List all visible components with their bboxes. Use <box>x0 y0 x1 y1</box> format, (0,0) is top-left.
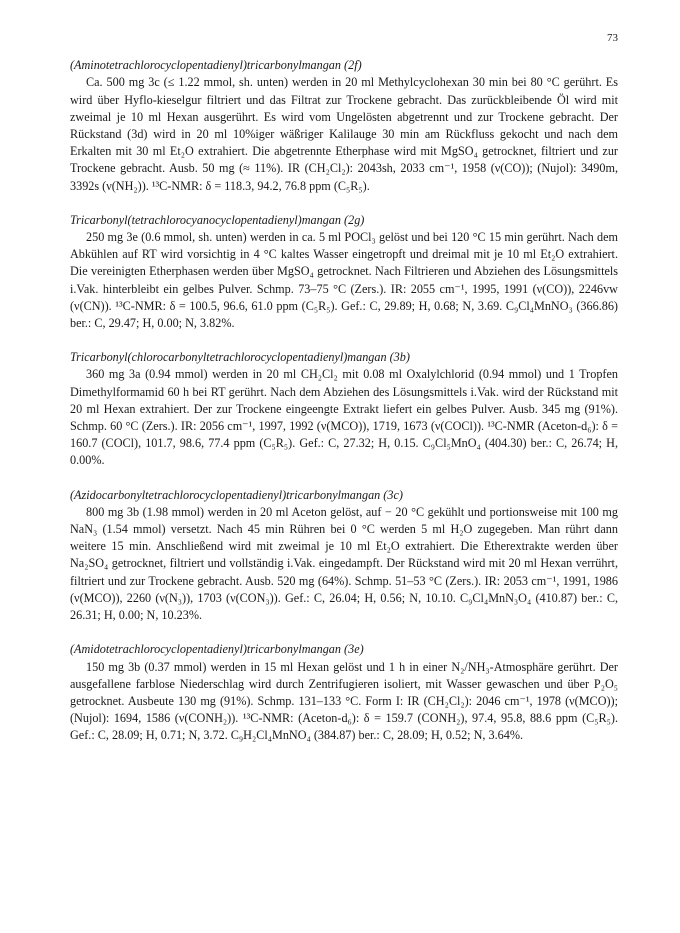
section-aminotetrachloro <box>70 57 618 195</box>
section-chlorocarbonyl <box>70 349 618 469</box>
section-body: Ca. 500 mg 3c (≤ 1.22 mmol, sh. unten) werden in 20 ml Methylcyclohexan 30 min bei 80 °C gerührt. Es wird über Hyflo-kieselgur filtriert und das Filtrat zur Trockene gebracht. Das zurückbleibende Öl wird mit zweimal je 10 ml Hexan ausgerührt. Es wird vom Ungelösten abgetrennt und zur Trockene gebracht. Der Rückstand (3d) wird in 20 ml 10%iger wäßriger Kalilauge 30 min am Rückfluss gekocht und nach dem Erkalten mit 30 ml Et₂O extrahiert. Die abgetrennte Etherphase wird mit MgSO₄ getrocknet, filtriert und zur Trockene gebracht. Ausb. 50 mg (≈ 11%). IR (CH₂Cl₂): 2043sh, 2033 cm⁻¹, 1958 (ν(CO)); (Nujol): 3490m, 3392s (ν(NH₂)). ¹³C-NMR: δ = 118.3, 94.2, 76.8 ppm (C₅R₅). <box>70 75 618 193</box>
section-body: 360 mg 3a (0.94 mmol) werden in 20 ml CH₂Cl₂ mit 0.08 ml Oxalylchlorid (0.94 mmol) und 1 Tropfen Dimethylformamid 60 h bei RT gerührt. Nach dem Abziehen des Lösungsmittels i.Vak. wird der Rückstand mit 20 ml Hexan extrahiert. Der zur Trockene eingeengte Extrakt liefert ein gelbes Pulver. Ausb. 345 mg (91%). Schmp. 60 °C (Zers.). IR: 2056 cm⁻¹, 1997, 1992 (ν(MCO)), 1719, 1673 (ν(COCl)). ¹³C-NMR (Aceton-d₆): δ = 160.7 (COCl), 101.7, 98.6, 77.4 ppm (C₅R₅). Gef.: C, 27.32; H, 0.15. C₉Cl₅MnO₄ (404.30) ber.: C, 26.74; H, 0.00%. <box>70 367 618 468</box>
section-heading: (Aminotetrachlorocyclopentadienyl)tricarbonylmangan (2f) <box>70 58 362 73</box>
section-body: 150 mg 3b (0.37 mmol) werden in 15 ml Hexan gelöst und 1 h in einer N₂/NH₃-Atmosphäre gerührt. Der ausgefallene farblose Niederschlag wird durch Zentrifugieren isoliert, mit Wasser gewaschen und über P₂O₅ getrocknet. Ausbeute 130 mg (91%). Schmp. 131–133 °C. Form I: IR (CH₂Cl₂): 2046 cm⁻¹, 1978 (ν(MCO)); (Nujol): 1694, 1586 (ν(CONH₂)). ¹³C-NMR: (Aceton-d₆): δ = 159.7 (CONH₂), 97.4, 95.8, 88.6 ppm (C₅R₅). Gef.: C, 28.09; H, 0.71; N, 3.72. C₉H₂Cl₄MnNO₄ (384.87) ber.: C, 28.09; H, 0.52; N, 3.64%. <box>70 659 618 743</box>
section-amidotetrachloro <box>70 641 618 744</box>
section-tetrachlorocyano <box>70 212 618 332</box>
section-heading: Tricarbonyl(chlorocarbonyltetrachlorocyclopentadienyl)mangan (3b) <box>70 350 410 365</box>
section-heading: Tricarbonyl(tetrachlorocyanocyclopentadienyl)mangan (2g) <box>70 212 365 227</box>
document-page <box>70 30 618 762</box>
section-heading: (Azidocarbonyltetrachlorocyclopentadienyl)tricarbonylmangan (3c) <box>70 487 403 502</box>
page-number: 73 <box>607 32 618 44</box>
section-heading: (Amidotetrachlorocyclopentadienyl)tricarbonylmangan (3e) <box>70 642 364 657</box>
section-body: 800 mg 3b (1.98 mmol) werden in 20 ml Aceton gelöst, auf − 20 °C gekühlt und portionsweise mit 100 mg NaN₃ (1.54 mmol) versetzt. Nach 45 min Rühren bei 0 °C werden 5 ml H₂O zugegeben. Man rührt dann weitere 15 min. Anschließend wird mit zweimal je 10 ml Et₂O extrahiert. Die Etherextrakte werden über Na₂SO₄ getrocknet, filtriert und vollständig i.Vak. eingedampft. Der Rückstand wird mit 20 ml Hexan verrührt, filtriert und zur Trockene gebracht. Ausb. 520 mg (64%). Schmp. 51–53 °C (Zers.). IR: 2053 cm⁻¹, 1991, 1986 (ν(MCO)), 2260 (ν(N₃)), 1703 (ν(CON₃)). Gef.: C, 26.04; H, 0.56; N, 10.10. C₉Cl₄MnN₃O₄ (410.87) ber.: C, 26.31; H, 0.00; N, 10.23%. <box>70 504 618 623</box>
section-azidocarbonyl <box>70 487 618 625</box>
section-body: 250 mg 3e (0.6 mmol, sh. unten) werden in ca. 5 ml POCl₃ gelöst und bei 120 °C 15 min gerührt. Nach dem Abkühlen auf RT wird vorsichtig in 4 °C kaltes Wasser eingetropft und dreimal mit je 10 ml Et₂O extrahiert. Die vereinigten Etherphasen werden über MgSO₄ getrocknet. Nach Filtrieren und Abziehen des Lösungsmittels i.Vak. hinterbleibt ein gelbes Pulver. Schmp. 73–75 °C (Zers.). IR: 2055 cm⁻¹, 1995, 1991 (ν(CO)), 2246vw (ν(CN)). ¹³C-NMR: δ = 100.5, 96.6, 61.0 ppm (C₅R₅). Gef.: C, 29.89; H, 0.68; N, 3.69. C₉Cl₄MnNO₃ (366.86) ber.: C, 29.47; H, 0.00; N, 3.82%. <box>70 230 618 331</box>
